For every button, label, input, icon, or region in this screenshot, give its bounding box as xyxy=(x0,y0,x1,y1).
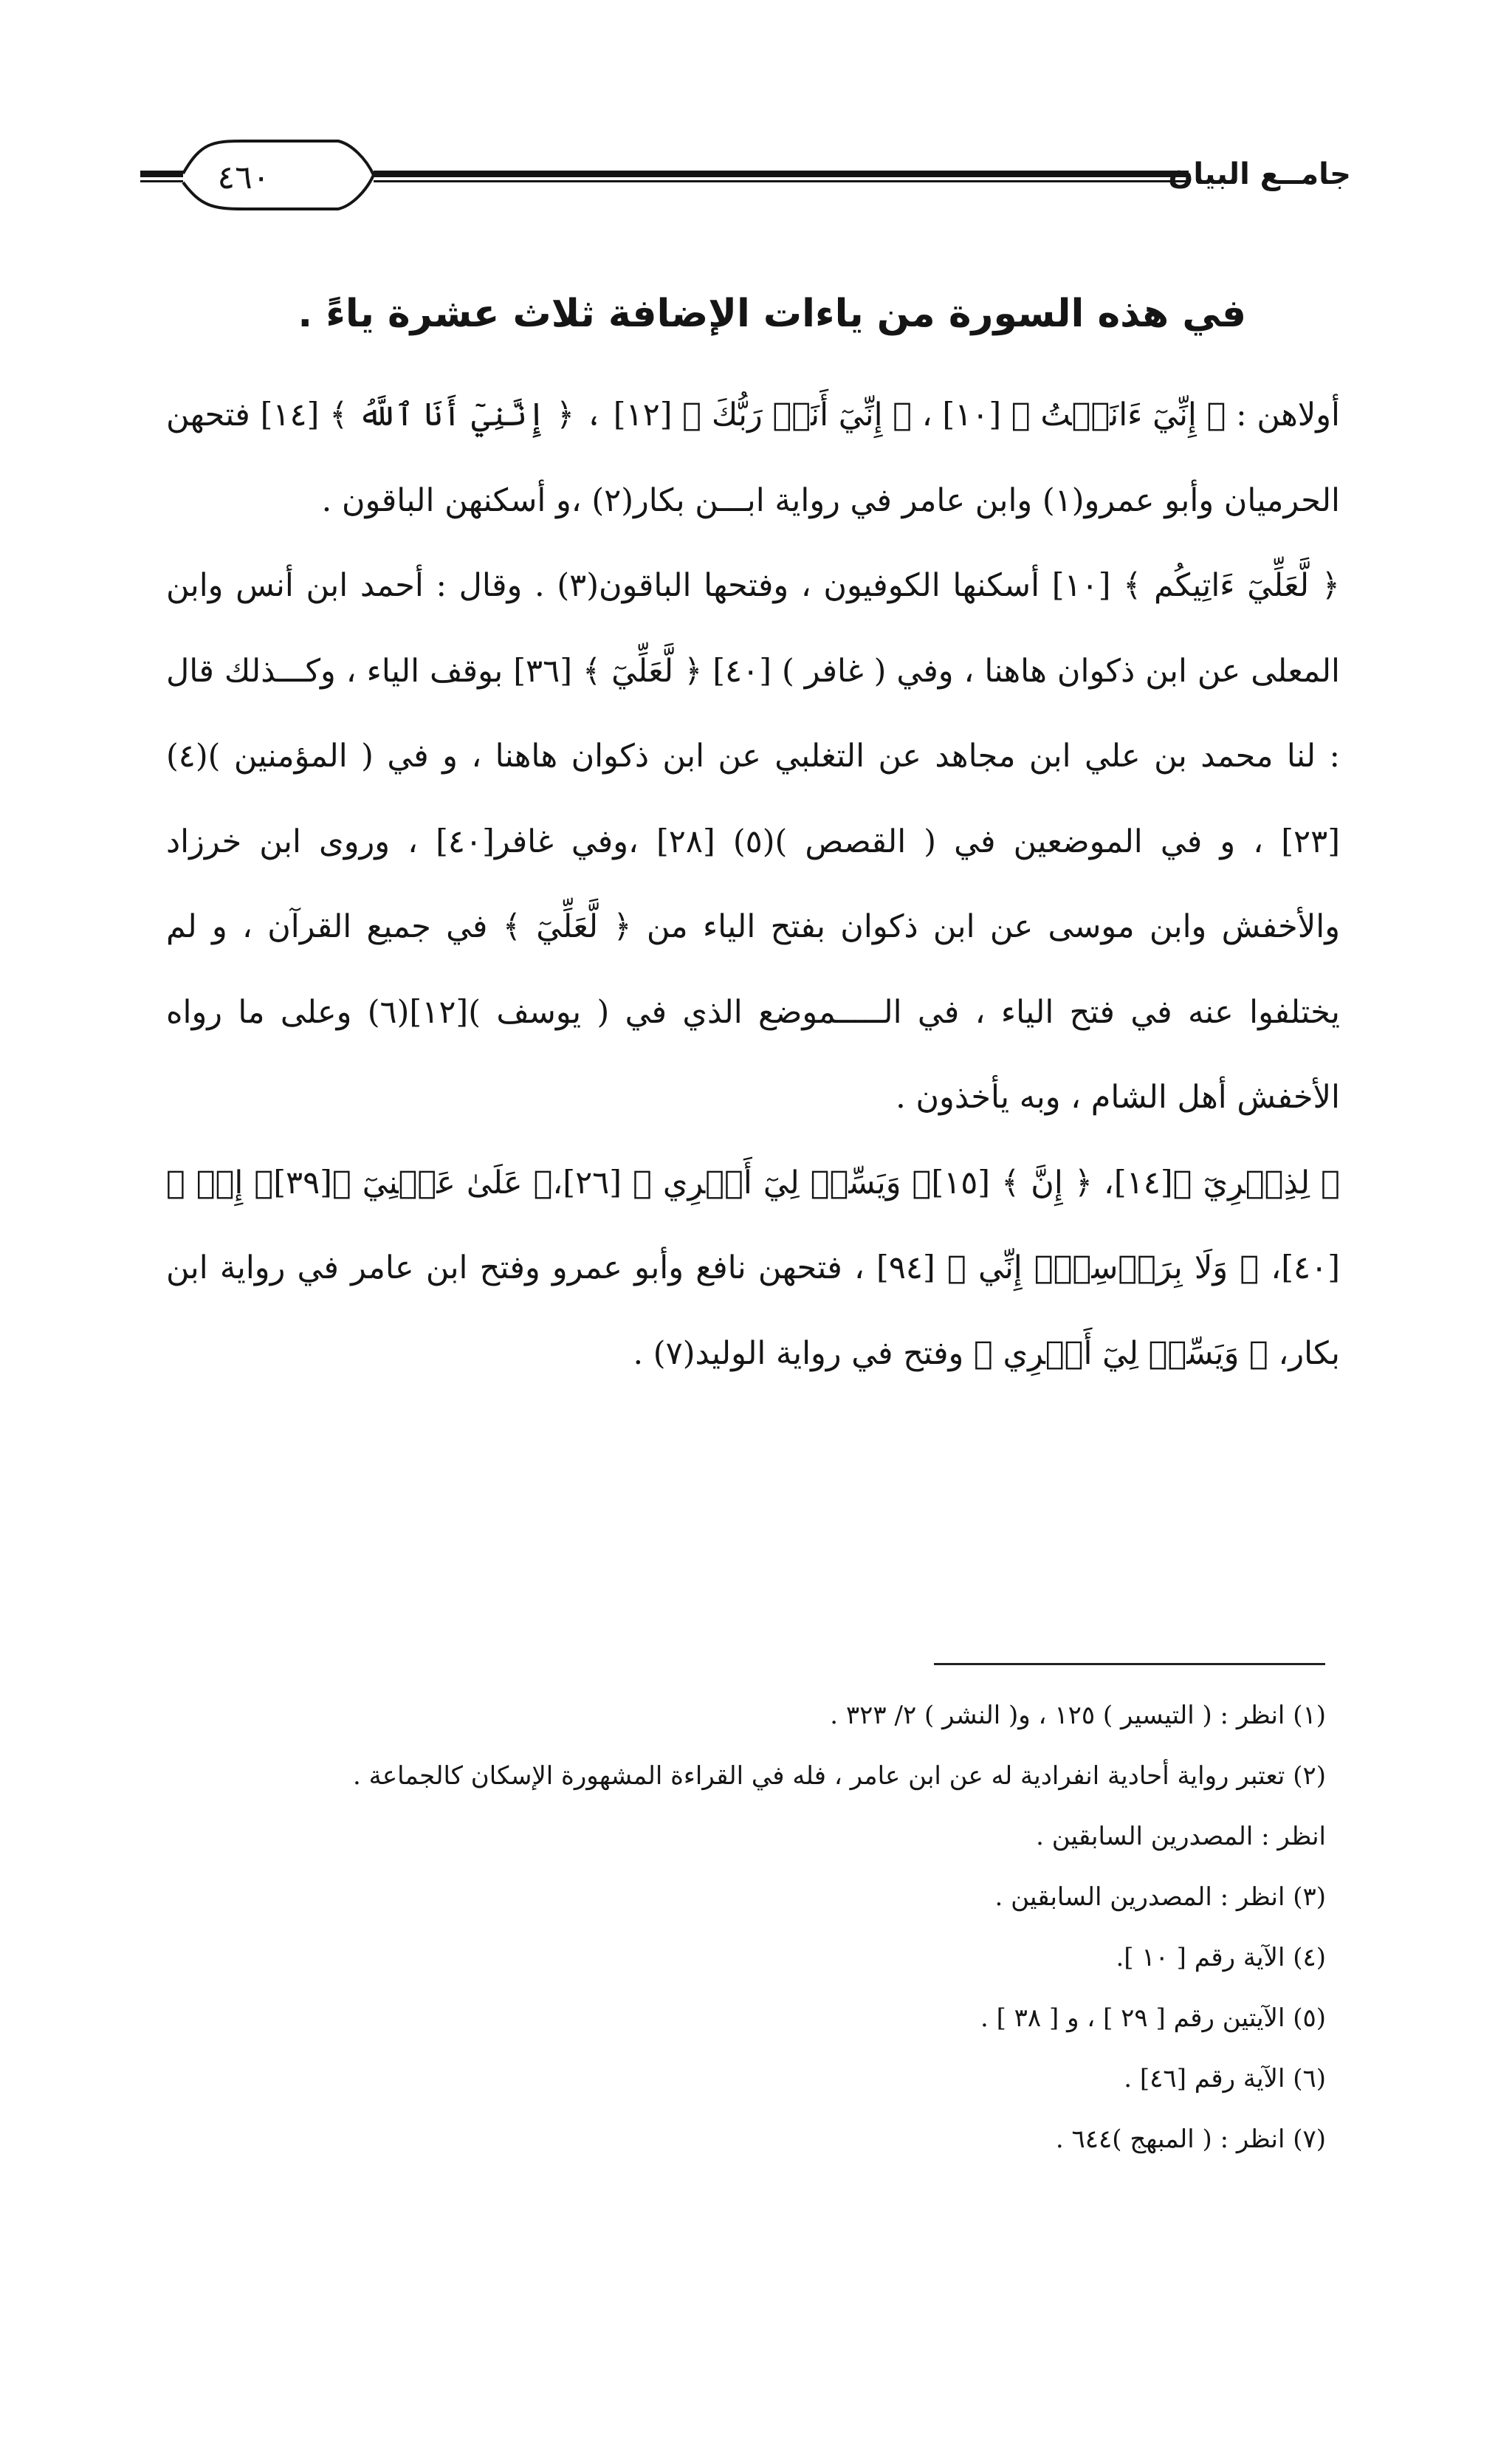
footnote: (٧) انظر : ( المبهج )٦٤٤ . xyxy=(1055,2124,1326,2154)
paragraph: أولاهن : ﴿ إِنِّيٓ ءَانَسۡتُ ﴾ [١٠] ، ﴿ إِنِّيٓ أَنَا۠ رَبُّكَ ﴾ [١٢] ، ﴿ إِنَّنِيٓ أَنَا ٱللَّهُ ﴾ [١٤] فتحهن الحرميان وأبو عمرو(١) وابن عامر في رواية ابـــن بكار(٢) ،و أسكنهن الباقون . xyxy=(166,397,1341,519)
footnote: (٥) الآيتين رقم [ ٢٩ ] ، و [ ٣٨ ] . xyxy=(980,2003,1326,2033)
header-rule-right-thin xyxy=(374,180,1189,182)
page-header xyxy=(140,137,1351,218)
footnote: (١) انظر : ( التيسير ) ١٢٥ ، و( النشر ) ٢/ ٣٢٣ . xyxy=(830,1701,1326,1730)
footnote: (٢) تعتبر رواية أحادية انفرادية له عن ابن عامر ، فله في القراءة المشهورة الإسكان كالجماعة . xyxy=(352,1761,1326,1791)
paragraph: ﴿ لَّعَلِّيٓ ءَاتِيكُم ﴾ [١٠] أسكنها الكوفيون ، وفتحها الباقون(٣) . وقال : أحمد ابن أنس وابن المعلى عن ابن ذكوان هاهنا ، وفي ( غافر ) [٤٠] ﴿ لَّعَلِّيٓ ﴾ [٣٦] بوقف الياء ، وكـــذلك قال : لنا محمد بن علي ابن مجاهد عن التغلبي عن ابن ذكوان هاهنا ، و في ( المؤمنين )(٤) [٢٣] ، و في الموضعين في ( القصص )(٥) [٢٨] ،وفي غافر[٤٠] ، وروى ابن خرزاد والأخفش وابن موسى عن ابن ذكوان بفتح الياء من ﴿ لَّعَلِّيٓ ﴾ في جميع القرآن ، و لم يختلفوا عنه في فتح الياء ، في الـــــموضع الذي في ( يوسف )[١٢](٦) وعلى ما رواه الأخفش أهل الشام ، وبه يأخذون . xyxy=(166,567,1340,1116)
footnote: (٤) الآية رقم [ ١٠ ]. xyxy=(1116,1943,1326,1972)
header-rule-left-thick xyxy=(140,171,183,177)
footnote: انظر : المصدرين السابقين . xyxy=(1036,1822,1326,1851)
section-title: في هذه السورة من ياءات الإضافة ثلاث عشرة ياءً . xyxy=(298,292,1246,336)
header-rule-right-thick xyxy=(374,171,1189,177)
footnote: (٣) انظر : المصدرين السابقين . xyxy=(994,1882,1326,1912)
book-title: جامــع البيان xyxy=(1168,157,1351,191)
footnotes xyxy=(189,1685,1326,2170)
header-rule-left-thin xyxy=(140,180,183,182)
footnote: (٦) الآية رقم [٤٦] . xyxy=(1124,2064,1326,2093)
page-number: ٤٦٠ xyxy=(217,159,270,196)
footnote-separator xyxy=(934,1663,1325,1665)
paragraph: ﴿ لِذِكۡرِيٓ ﴾[١٤]، ﴿ إِنَّ ﴾ [١٥]﴿ وَيَسِّرۡ لِيٓ أَمۡرِي ﴾ [٢٦]،﴿ عَلَىٰ عَيۡنِيٓ ﴾[٣٩]﴿ إِذۡ ﴾[٤٠]، ﴿ وَلَا بِرَأۡسِيٓۖ إِنِّي ﴾ [٩٤] ، فتحهن نافع وأبو عمرو وفتح ابن عامر في رواية ابن بكار، ﴿ وَيَسِّرۡ لِيٓ أَمۡرِي ﴾ وفتح في رواية الوليد(٧) . xyxy=(166,1164,1340,1372)
main-text xyxy=(166,373,1340,1396)
